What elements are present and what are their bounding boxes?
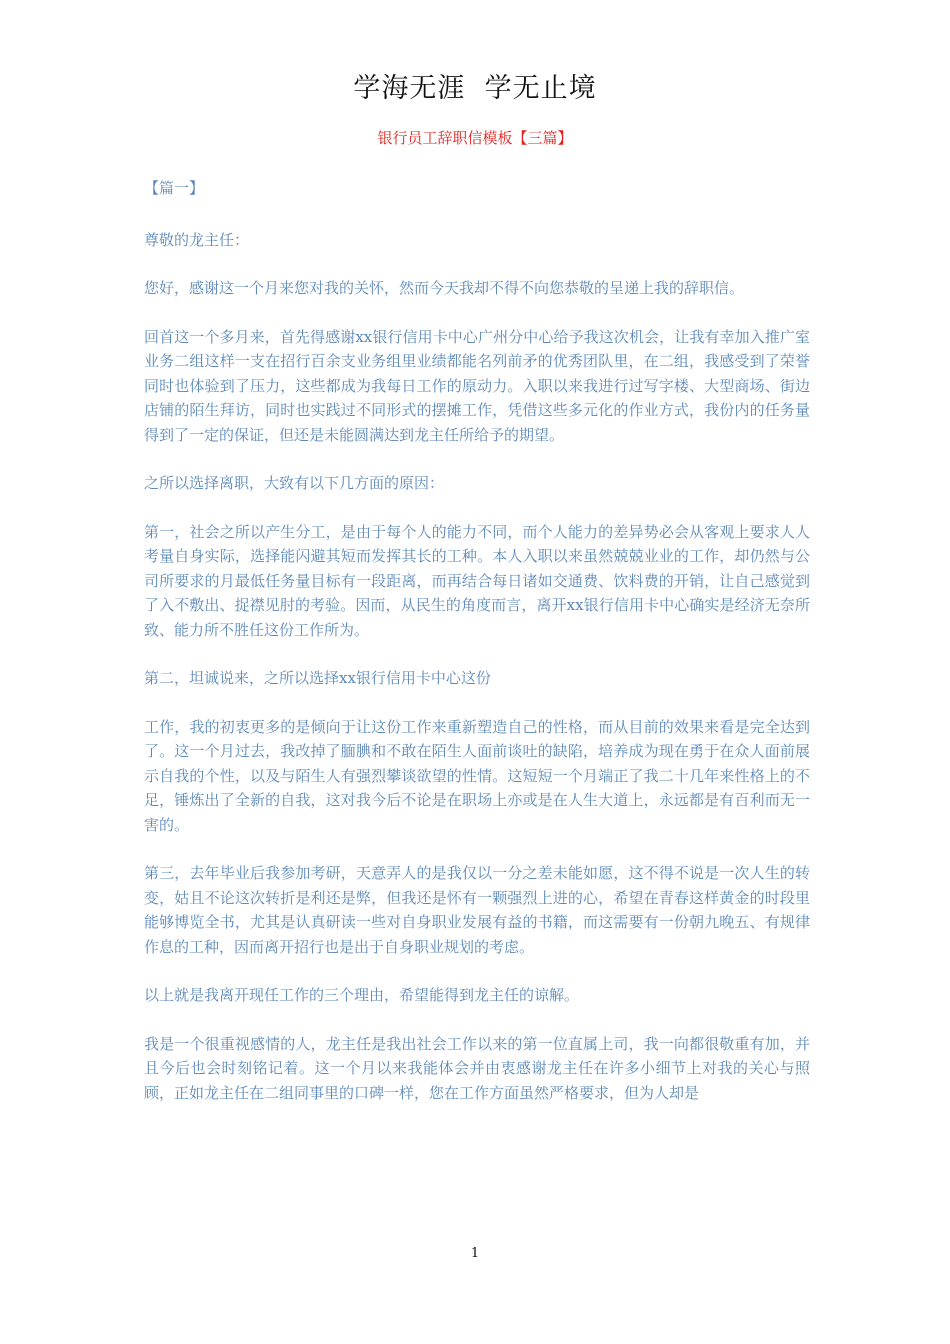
paragraph: 第三，去年毕业后我参加考研，天意弄人的是我仅以一分之差未能如愿，这不得不说是一次人生的转变，姑且不论这次转折是利还是弊，但我还是怀有一颗强烈上进的心，希望在青春这样黄金的时段里能够博览全书，尤其是认真研读一些对自身职业发展有益的书籍，而这需要有一份朝九晚五、有规律作息的工种，因而离开招行也是出于自身职业规划的考虑。 [144, 864, 810, 956]
document-body [144, 176, 810, 1129]
paragraph: 我是一个很重视感情的人，龙主任是我出社会工作以来的第一位直属上司，我一向都很敬重有加，并且今后也会时刻铭记着。这一个月以来我能体会并由衷感谢龙主任在许多小细节上对我的关心与照顾，正如龙主任在二组同事里的口碑一样，您在工作方面虽然严格要求，但为人却是 [144, 1034, 810, 1102]
section-label: 【篇一】 [144, 179, 205, 197]
page-number: 1 [470, 1246, 480, 1261]
paragraph: 回首这一个多月来，首先得感谢xx银行信用卡中心广州分中心给予我这次机会，让我有幸加入推广室业务二组这样一支在招行百余支业务组里业绩都能名列前矛的优秀团队里，在二组，我感受到了荣誉同时也体验到了压力，这些都成为我每日工作的原动力。入职以来我进行过写字楼、大型商场、街边店铺的陌生拜访，同时也实践过不同形式的摆摊工作，凭借这些多元化的作业方式，我份内的任务量得到了一定的保证，但还是未能圆满达到龙主任所给予的期望。 [144, 327, 810, 444]
paragraph: 第一，社会之所以产生分工，是由于每个人的能力不同，而个人能力的差异势必会从客观上要求人人考量自身实际，选择能闪避其短而发挥其长的工种。本人入职以来虽然兢兢业业的工作，却仍然与公司所要求的月最低任务量目标有一段距离，而再结合每日诸如交通费、饮料费的开销，让自己感觉到了入不敷出、捉襟见肘的考验。因而，从民生的角度而言，离开xx银行信用卡中心确实是经济无奈所致、能力所不胜任这份工作所为。 [144, 522, 810, 639]
page-title: 学海无涯 学无止境 [353, 73, 597, 104]
paragraph: 以上就是我离开现任工作的三个理由，希望能得到龙主任的谅解。 [144, 986, 580, 1004]
paragraph: 工作，我的初衷更多的是倾向于让这份工作来重新塑造自己的性格，而从目前的效果来看是完全达到了。这一个月过去，我改掉了腼腆和不敢在陌生人面前谈吐的缺陷，培养成为现在勇于在众人面前展示自我的个性，以及与陌生人有强烈攀谈欲望的性情。这短短一个月端正了我二十几年来性格上的不足，锤炼出了全新的自我，这对我今后不论是在职场上亦或是在人生大道上，永远都是有百利而无一害的。 [144, 717, 810, 834]
document-subtitle: 银行员工辞职信模板【三篇】 [377, 129, 573, 147]
paragraph: 您好，感谢这一个月来您对我的关怀，然而今天我却不得不向您恭敬的呈递上我的辞职信。 [144, 279, 745, 297]
paragraph: 之所以选择离职，大致有以下几方面的原因： [144, 474, 445, 492]
salutation: 尊敬的龙主任： [144, 230, 250, 249]
paragraph: 第二，坦诚说来，之所以选择xx银行信用卡中心这份 [144, 669, 491, 687]
